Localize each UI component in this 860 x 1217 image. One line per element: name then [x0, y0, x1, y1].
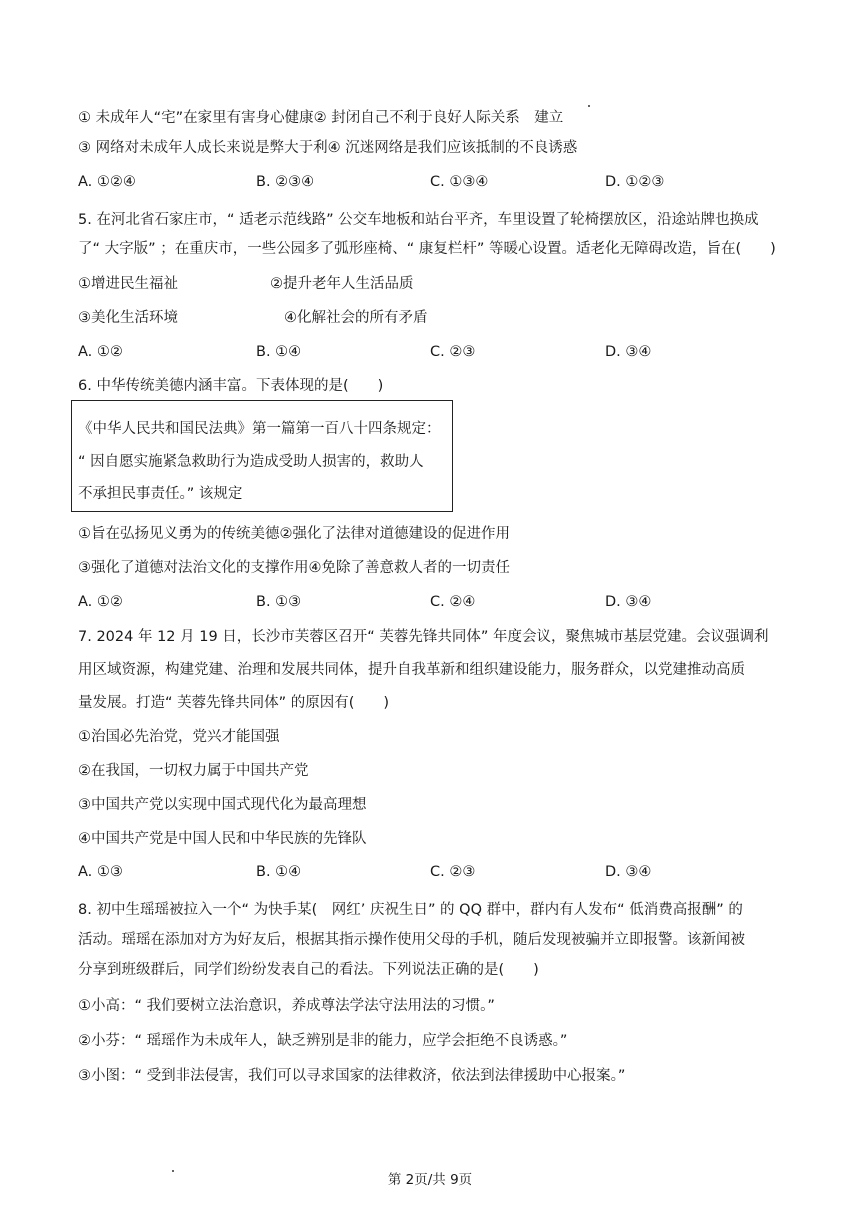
q5-option-b[interactable]: B. ①④ — [256, 344, 302, 360]
q7-statement-3: ③中国共产党以实现中国式现代化为最高理想 — [78, 797, 367, 813]
q7-statement-2: ②在我国，一切权力属于中国共产党 — [78, 763, 309, 779]
q8-statement-2: ②小芬：“ 瑶瑶作为未成年人，缺乏辨别是非的能力，应学会拒绝不良诱惑。” — [78, 1033, 568, 1049]
q6-stem: 6. 中华传统美德内涵丰富。下表体现的是( ) — [78, 378, 384, 394]
q8-stem-line-2: 活动。瑶瑶在添加对方为好友后，根据其指示操作使用父母的手机，随后发现被骗并立即报警。该新闻被 — [78, 932, 745, 948]
q7-option-b[interactable]: B. ①④ — [256, 864, 302, 880]
q5-statement-2: ②提升老年人生活品质 — [270, 276, 414, 292]
q8-stem-line-1: 8. 初中生瑶瑶被拉入一个“ 为快手某( 网红’ 庆祝生日” 的 QQ 群中，群内有人发布“ 低消费高报酬” 的 — [78, 902, 743, 918]
page-number-footer: 第 2页/共 9页 — [387, 1172, 473, 1188]
q5-option-c[interactable]: C. ②③ — [430, 344, 476, 360]
q7-option-c[interactable]: C. ②③ — [430, 864, 476, 880]
q6-statement-line-1: ①旨在弘扬见义勇为的传统美德②强化了法律对道德建设的促进作用 — [78, 526, 510, 542]
q5-stem-line-1: 5. 在河北省石家庄市，“ 适老示范线路” 公交车地板和站台平齐，车里设置了轮椅摆放区，沿途站牌也换成 — [78, 212, 759, 228]
q5-option-d[interactable]: D. ③④ — [605, 344, 652, 360]
page-speck — [588, 105, 590, 107]
q6-box-line-1: 《中华人民共和国民法典》第一篇第一百八十四条规定： — [78, 421, 441, 437]
q6-option-a[interactable]: A. ①② — [78, 594, 123, 610]
q7-stem-line-1: 7. 2024 年 12 月 19 日，长沙市芙蓉区召开“ 芙蓉先锋共同体” 年度会议，聚焦城市基层党建。会议强调利 — [78, 629, 769, 645]
q8-stem-line-3: 分享到班级群后，同学们纷纷发表自己的看法。下列说法正确的是( ) — [78, 962, 539, 978]
q8-statement-1: ①小高：“ 我们要树立法治意识，养成尊法学法守法用法的习惯。” — [78, 998, 495, 1014]
q7-stem-line-3: 量发展。打造“ 芙蓉先锋共同体” 的原因有( ) — [78, 695, 390, 711]
q4-option-b[interactable]: B. ②③④ — [256, 174, 315, 190]
q4-statement-line-1: ① 未成年人“宅”在家里有害身心健康② 封闭自己不利于良好人际关系 建立 — [78, 110, 564, 126]
q8-statement-3: ③小图：“ 受到非法侵害，我们可以寻求国家的法律救济，依法到法律援助中心报案。” — [78, 1068, 626, 1084]
q6-quote-box — [71, 400, 453, 512]
q4-option-d[interactable]: D. ①②③ — [605, 174, 665, 190]
q6-box-line-3: 不承担民事责任。” 该规定 — [78, 486, 243, 502]
q7-stem-line-2: 用区域资源，构建党建、治理和发展共同体，提升自我革新和组织建设能力，服务群众，以党建推动高质 — [78, 662, 745, 678]
q6-option-b[interactable]: B. ①③ — [256, 594, 302, 610]
q5-stem-line-2: 了“ 大字版” ；在重庆市，一些公园多了弧形座椅、“ 康复栏杆” 等暖心设置。适老化无障碍改造，旨在( ) — [78, 241, 776, 257]
q5-statement-3: ③美化生活环境 — [78, 310, 178, 326]
q6-option-c[interactable]: C. ②④ — [430, 594, 476, 610]
q7-option-d[interactable]: D. ③④ — [605, 864, 652, 880]
q5-option-a[interactable]: A. ①② — [78, 344, 123, 360]
q6-statement-line-2: ③强化了道德对法治文化的支撑作用④免除了善意救人者的一切责任 — [78, 560, 510, 576]
q7-option-a[interactable]: A. ①③ — [78, 864, 123, 880]
q6-option-d[interactable]: D. ③④ — [605, 594, 652, 610]
q7-statement-1: ①治国必先治党，党兴才能国强 — [78, 729, 280, 745]
q5-statement-1: ①增进民生福祉 — [78, 276, 178, 292]
q7-statement-4: ④中国共产党是中国人民和中华民族的先锋队 — [78, 831, 367, 847]
q4-statement-line-2: ③ 网络对未成年人成长来说是弊大于利④ 沉迷网络是我们应该抵制的不良诱惑 — [78, 140, 578, 156]
q4-option-a[interactable]: A. ①②④ — [78, 174, 136, 190]
q5-statement-4: ④化解社会的所有矛盾 — [284, 310, 428, 326]
q6-box-line-2: “ 因自愿实施紧急救助行为造成受助人损害的，救助人 — [78, 454, 424, 470]
q4-option-c[interactable]: C. ①③④ — [430, 174, 489, 190]
